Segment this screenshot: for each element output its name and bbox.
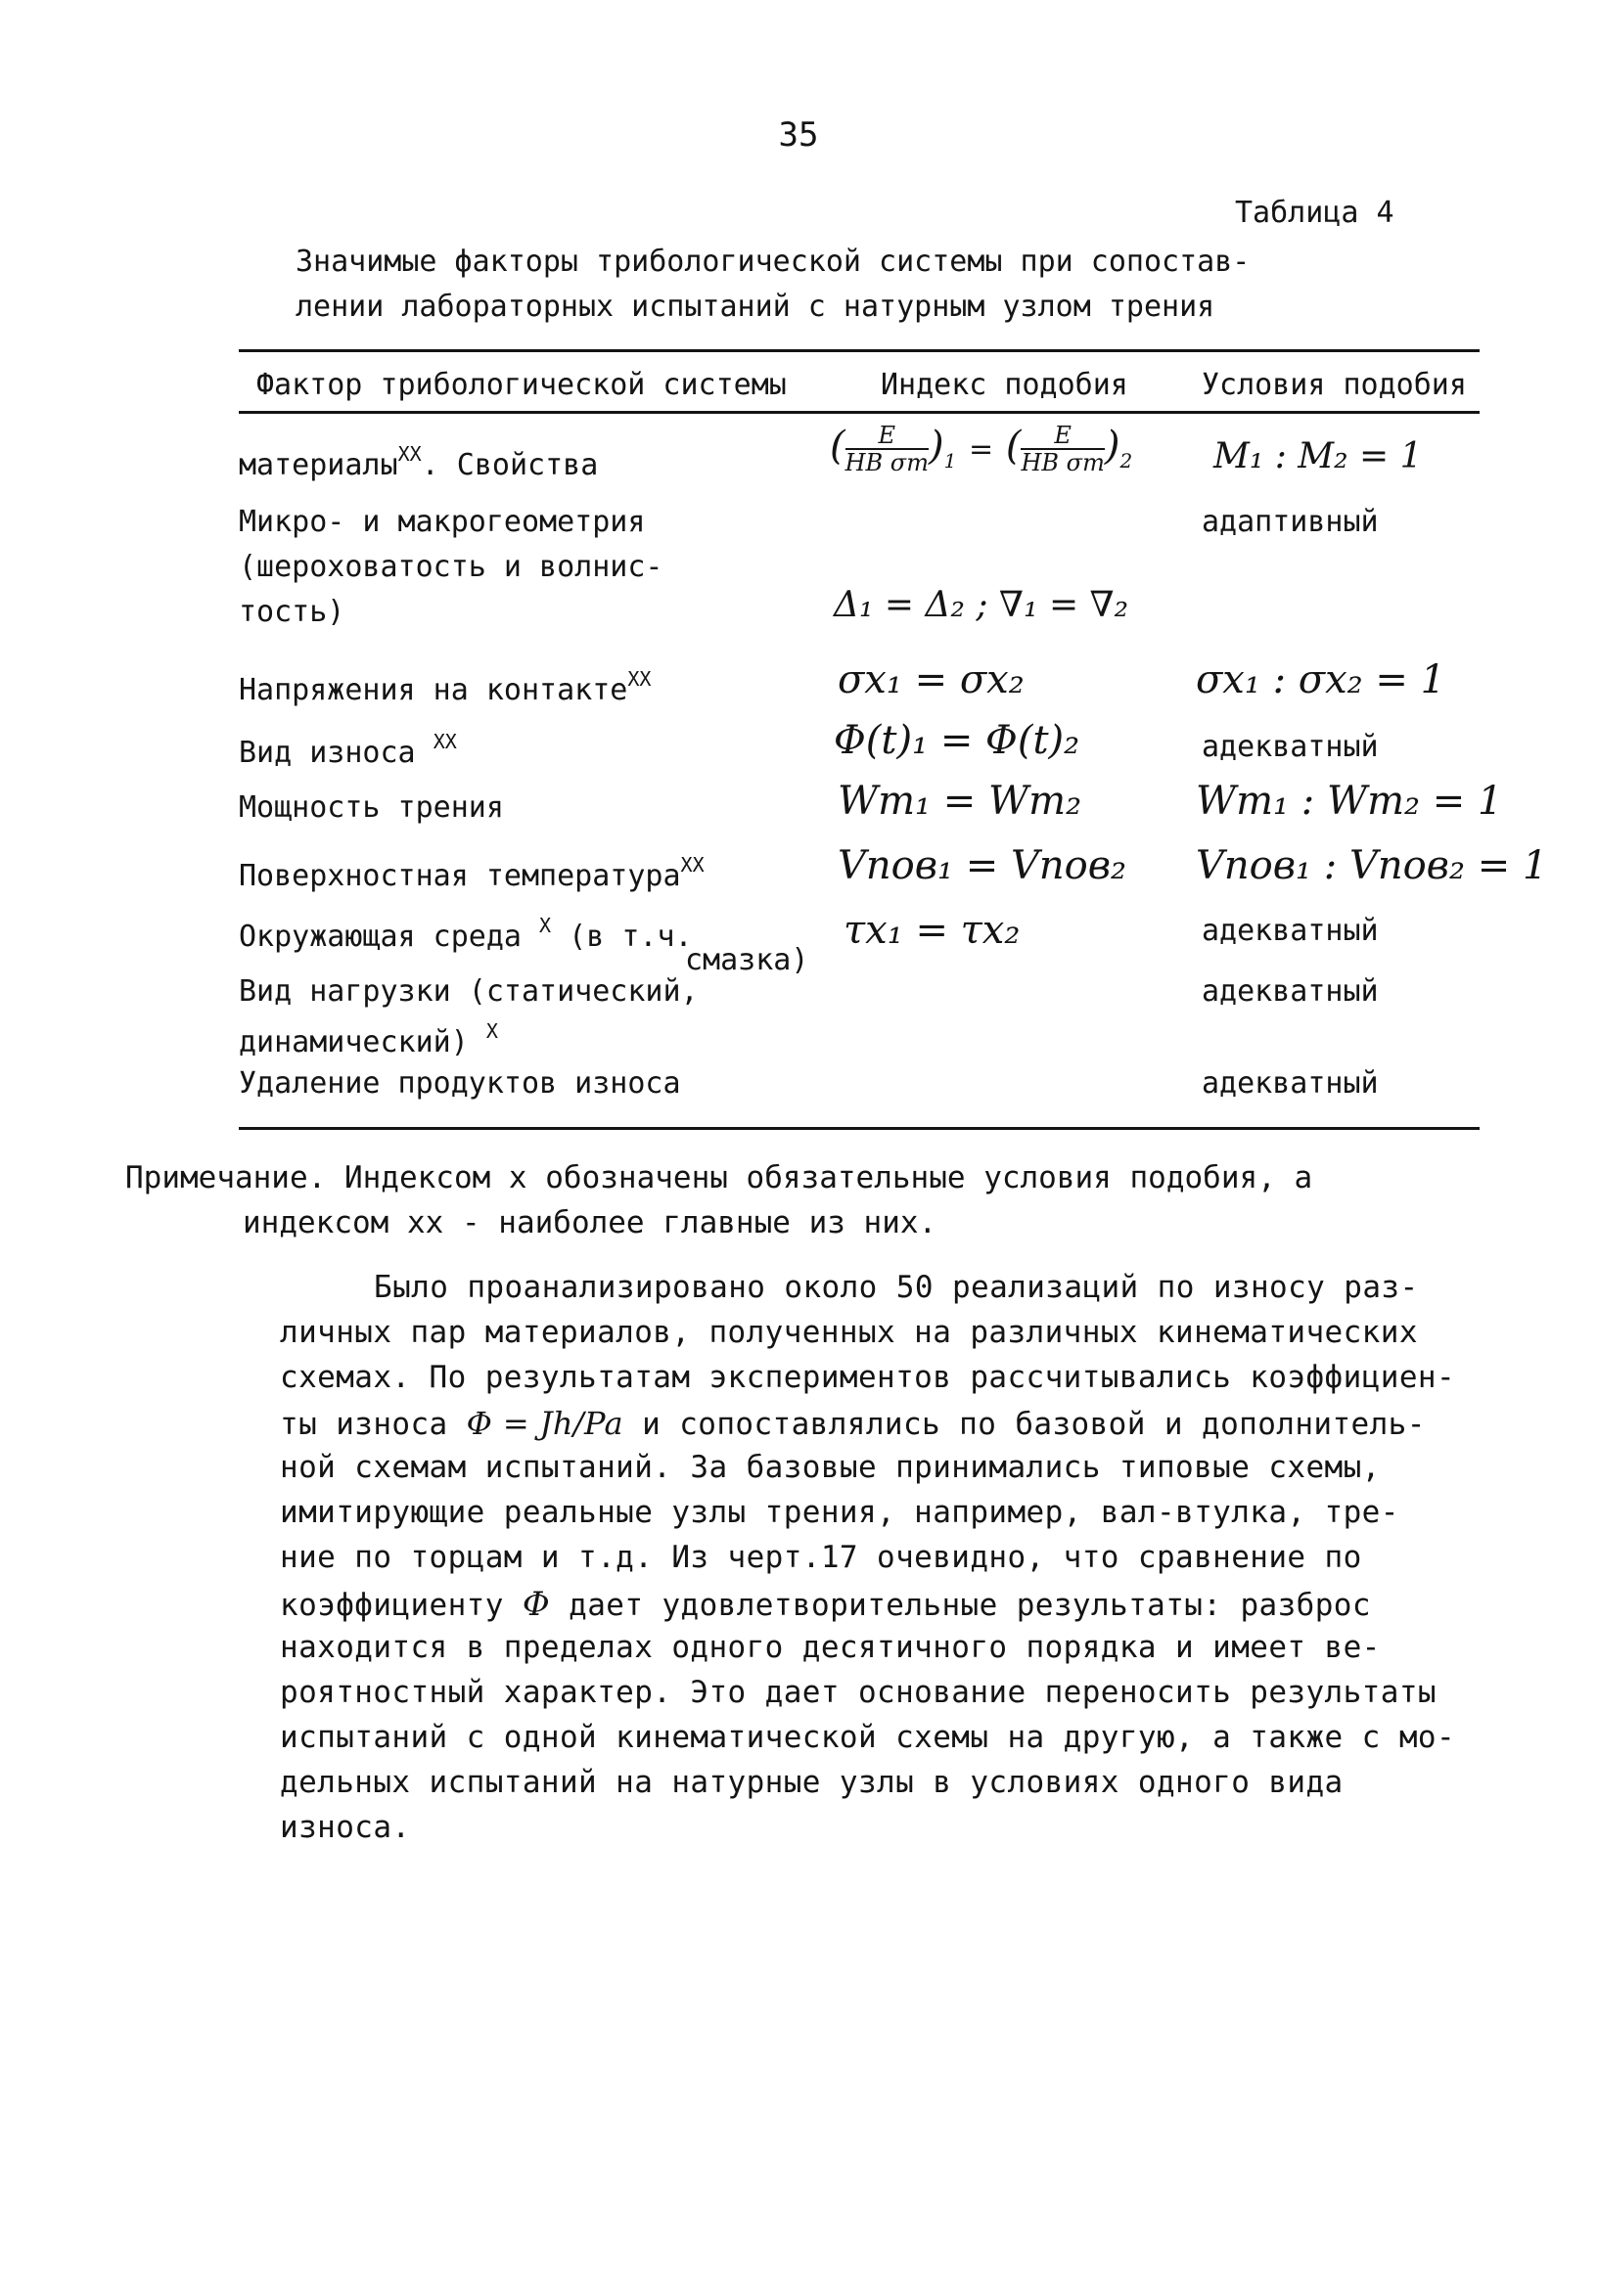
index-wear-type: Φ(t)₁ = Φ(t)₂: [834, 718, 1080, 763]
body-line-10: роятностный характер. Это дает основание переносить результаты: [280, 1675, 1437, 1710]
factor-friction-power: Мощность трения: [239, 790, 504, 825]
condition-materials: M₁ : M₂ = 1: [1213, 436, 1423, 476]
condition-geometry: адаптивный: [1202, 505, 1379, 539]
index-contact-stress: σx₁ = σx₂: [838, 657, 1025, 702]
condition-contact-stress: σx₁ : σx₂ = 1: [1196, 657, 1446, 702]
table-label: Таблица 4: [1235, 196, 1394, 230]
index-materials: ( $\frac{E}{\text{HB σт}}$ )$_1$ = ( $\frac{E}{\text{HB σт}}$ )$_2$: [830, 422, 1133, 476]
header-factor: Фактор трибологической системы: [256, 368, 787, 402]
table-caption-line-2: лении лабораторных испытаний с натурным узлом трения: [296, 290, 1215, 324]
body-line-5: ной схемам испытаний. За базовые принимались типовые схемы,: [280, 1450, 1381, 1485]
phi-symbol: Φ: [522, 1585, 551, 1624]
factor-debris-removal: Удаление продуктов износа: [239, 1066, 681, 1101]
index-friction-power: Wт₁ = Wт₂: [838, 779, 1082, 824]
factor-wear-type: Вид износа $^{XX}$: [239, 730, 457, 770]
table-caption-line-1: Значимые факторы трибологической системы при сопостав-: [296, 245, 1251, 279]
condition-debris-removal: адекватный: [1202, 1066, 1379, 1101]
index-surface-temperature: Vпов₁ = Vпов₂: [838, 843, 1127, 888]
body-line-2: личных пар материалов, полученных на различных кинематических: [280, 1315, 1418, 1350]
header-index: Индекс подобия: [881, 368, 1128, 402]
condition-wear-type: адекватный: [1202, 730, 1379, 764]
body-line-12: дельных испытаний на натурные узлы в условиях одного вида: [280, 1765, 1344, 1800]
factor-load-type-line-1: Вид нагрузки (статический,: [239, 974, 699, 1009]
condition-environment: адекватный: [1202, 914, 1379, 948]
body-line-8: коэффициенту Φ дает удовлетворительные результаты: разброс: [280, 1585, 1371, 1624]
body-line-3: схемах. По результатам экспериментов рассчитывались коэффициен-: [280, 1360, 1456, 1395]
factor-contact-stress: Напряжения на контакте$^{XX}$: [239, 667, 652, 707]
table-top-rule: [239, 349, 1480, 352]
index-environment: τx₁ = τx₂: [844, 908, 1021, 953]
body-line-7: ние по торцам и т.д. Из черт.17 очевидно, что сравнение по: [280, 1540, 1362, 1575]
factor-load-type-line-2: динамический) $^X$: [239, 1019, 498, 1059]
note-line-2: индексом хх - наиболее главные из них.: [243, 1205, 937, 1240]
factor-environment-lubricant: смазка): [685, 943, 809, 977]
factor-surface-temperature: Поверхностная температура$^{XX}$: [239, 853, 705, 893]
header-condition: Условия подобия: [1202, 368, 1467, 402]
body-line-1: Было проанализировано около 50 реализаций по износу раз-: [374, 1270, 1419, 1305]
factor-geometry-line-3: тость): [239, 595, 345, 629]
table-bottom-rule: [239, 1127, 1480, 1130]
body-line-11: испытаний с одной кинематической схемы на другую, а также с мо-: [280, 1720, 1456, 1755]
condition-friction-power: Wт₁ : Wт₂ = 1: [1196, 779, 1503, 824]
note-line-1: Примечание. Индексом х обозначены обязательные условия подобия, а: [125, 1160, 1313, 1195]
factor-geometry-line-1: Микро- и макрогеометрия: [239, 505, 646, 539]
body-line-13: износа.: [280, 1810, 411, 1845]
wear-coefficient-formula: Φ = Jh/Pa: [466, 1405, 624, 1442]
body-line-9: находится в пределах одного десятичного порядка и имеет ве-: [280, 1630, 1381, 1665]
factor-environment: Окружающая среда $^X$ (в т.ч.: [239, 914, 693, 954]
factor-geometry-line-2: (шероховатость и волнис-: [239, 550, 663, 584]
table-header-rule: [239, 411, 1480, 414]
condition-load-type: адекватный: [1202, 974, 1379, 1009]
condition-surface-temperature: Vпов₁ : Vпов₂ = 1: [1196, 843, 1548, 888]
factor-materials: материалы$^{XX}$. Свойства: [239, 442, 599, 482]
body-line-4: ты износа Φ = Jh/Pa и сопоставлялись по базовой и дополнитель-: [280, 1405, 1426, 1442]
page-number: 35: [778, 115, 819, 155]
body-line-6: имитирующие реальные узлы трения, например, вал-втулка, тре-: [280, 1495, 1399, 1530]
index-geometry: Δ₁ = Δ₂ ; ∇₁ = ∇₂: [834, 585, 1129, 625]
